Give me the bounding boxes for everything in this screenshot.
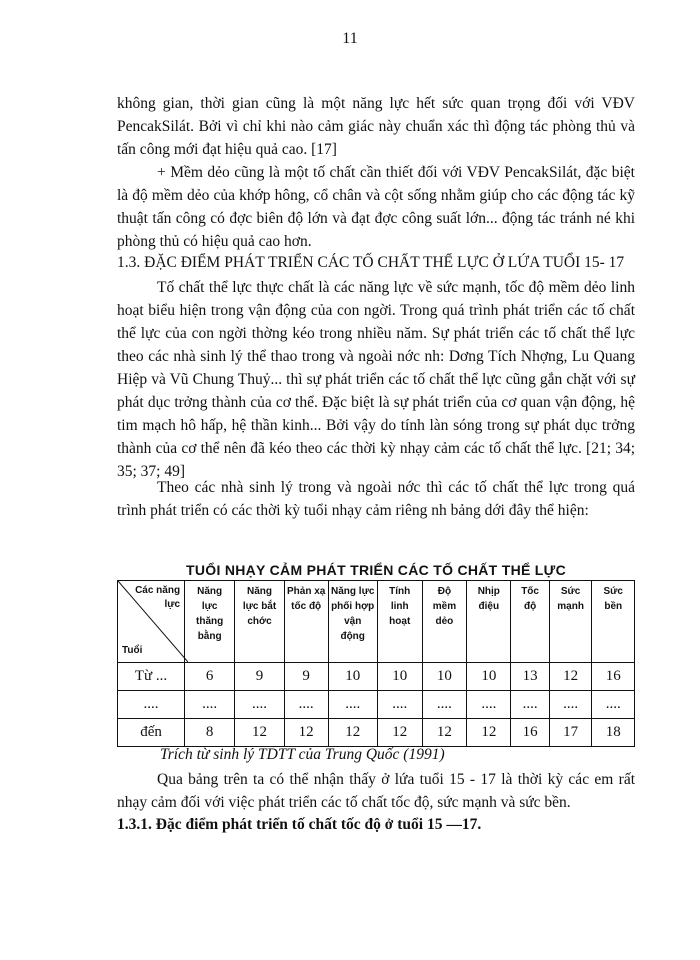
column-header: Độ mềm dẻo: [422, 581, 467, 663]
corner-label-age: Tuổi: [122, 645, 143, 656]
row-label: Từ ...: [118, 663, 185, 691]
column-header: Phản xạ tốc độ: [284, 581, 328, 663]
row-label: đến: [118, 719, 185, 747]
table-header-row: [118, 581, 635, 663]
table-cell: ....: [549, 691, 592, 719]
paragraph-continuation: không gian, thời gian cũng là một năng lực hết sức quan trọng đối với VĐV PencakSilát. Bởi vì chỉ khi nào cảm giác này chuẩn xác thì động tác phòng thủ và tấn công mới đạt hiệu quả cao. [17]: [117, 95, 635, 158]
table-cell: 10: [328, 663, 377, 691]
section-heading: 1.3. ĐẶC ĐIỂM PHÁT TRIỂN CÁC TỐ CHẤT THỂ LỰC Ở LỨA TUỔI 15- 17: [117, 254, 625, 271]
paragraph-after-table: Qua bảng trên ta có thể nhận thấy ở lứa tuổi 15 - 17 là thời kỳ các em rất nhạy cảm đối với việc phát triển các tố chất tốc độ, sức mạnh và sức bền.: [117, 771, 635, 811]
table-cell: ....: [422, 691, 467, 719]
table-caption: Trích từ sinh lý TDTT của Trung Quốc (1991): [160, 746, 445, 763]
table-cell: 13: [511, 663, 549, 691]
table-row: [118, 663, 635, 691]
table-cell: 10: [467, 663, 511, 691]
table-cell: ....: [467, 691, 511, 719]
table-corner-cell: [118, 581, 185, 663]
table-cell: 17: [549, 719, 592, 747]
table-row: [118, 691, 635, 719]
table-cell: 9: [235, 663, 285, 691]
table-cell: 12: [377, 719, 422, 747]
table-cell: ....: [185, 691, 235, 719]
column-header: Sức mạnh: [549, 581, 592, 663]
column-header: Năng lực bắt chớc: [235, 581, 285, 663]
table-cell: 18: [592, 719, 635, 747]
table-cell: 16: [511, 719, 549, 747]
table-cell: 8: [185, 719, 235, 747]
column-header: Tốc độ: [511, 581, 549, 663]
subsection-heading: 1.3.1. Đặc điểm phát triển tố chất tốc độ ở tuổi 15 —17.: [117, 816, 482, 833]
column-header: Nhịp điệu: [467, 581, 511, 663]
table-cell: 12: [328, 719, 377, 747]
corner-label-abilities: Các năng: [135, 585, 181, 596]
table-cell: ....: [377, 691, 422, 719]
sensitive-age-table: [117, 580, 635, 747]
table-cell: 12: [422, 719, 467, 747]
page-number: 11: [342, 30, 358, 47]
table-cell: 12: [235, 719, 285, 747]
table-cell: 10: [377, 663, 422, 691]
table-cell: ....: [511, 691, 549, 719]
table-cell: 16: [592, 663, 635, 691]
corner-label-abilities-2: lực: [164, 599, 181, 610]
table-cell: ....: [328, 691, 377, 719]
paragraph-physical-qualities: Tố chất thể lực thực chất là các năng lực về sức mạnh, tốc độ mềm dẻo linh hoạt biểu hiện trong vận động của con ngời. Trong quá trình phát triển các tố chất thể lực của con ngời thờng kéo trong nhiều năm. Sự phát triển các tố chất thể lực theo các nhà sinh lý thể thao trong và ngoài nớc nh: Dơng Tích Nhợng, Lu Quang Hiệp và Vũ Chung Thuỷ... thì sự phát triển các tố chất thể lực cũng gắn chặt với sự phát dục trởng thành của cơ thể. Đặc biệt là sự phát triển của cơ quan vận động, hệ tim mạch hô hấp, hệ thần kinh... Bởi vậy do tính làn sóng trong sự phát dục trởng thành của cơ thể nên đã kéo theo các thời kỳ nhạy cảm các tố chất thể lực. [21; 34; 35; 37; 49]: [117, 279, 635, 480]
table-cell: 10: [422, 663, 467, 691]
table-cell: 12: [467, 719, 511, 747]
table-cell: 6: [185, 663, 235, 691]
column-header: Tính linh hoạt: [377, 581, 422, 663]
table-title: TUỔI NHẠY CẢM PHÁT TRIỂN CÁC TỐ CHẤT THỂ LỰC: [186, 562, 566, 578]
table-cell: 12: [549, 663, 592, 691]
table-cell: ....: [235, 691, 285, 719]
column-header: Năng lực phối hợp vận động: [328, 581, 377, 663]
table-cell: 12: [284, 719, 328, 747]
column-header: Năng lực thăng bằng: [185, 581, 235, 663]
column-header: Sức bền: [592, 581, 635, 663]
paragraph-sensitive-periods: Theo các nhà sinh lý trong và ngoài nớc thì các tố chất thể lực trong quá trình phát triển có các thời kỳ tuổi nhạy cảm riêng nh bảng dới đây thể hiện:: [117, 479, 635, 519]
table-cell: 9: [284, 663, 328, 691]
paragraph-flexibility: + Mềm dẻo cũng là một tố chất cần thiết đối với VĐV PencakSilát, đặc biệt là độ mềm dẻo của khớp hông, cổ chân và cột sống nhằm giúp cho các động tác kỹ thuật tấn công có đợc biên độ lớn và đạt đợc công suất lớn... động tác tránh né khi phòng thủ có hiệu quả cao hơn.: [117, 164, 635, 250]
table-row: [118, 719, 635, 747]
row-label: ....: [118, 691, 185, 719]
table-cell: ....: [592, 691, 635, 719]
table-cell: ....: [284, 691, 328, 719]
